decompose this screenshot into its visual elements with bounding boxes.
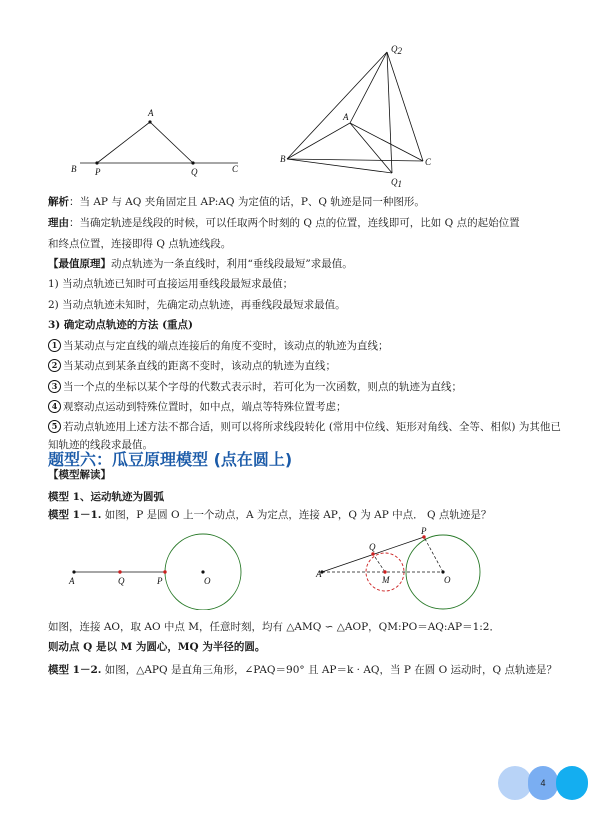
proof-line: 如图，连接 AO，取 AO 中点 M，任意时刻，均有 △AMQ ∽ △AOP，QM:PO＝AQ:AP＝1:2． [48, 621, 500, 633]
label-q3: Q [118, 576, 125, 586]
segment-b-a [287, 123, 350, 159]
jiexi-label: 解析 [48, 196, 69, 208]
segment-q2-q1 [387, 52, 392, 173]
label-p4: P [421, 526, 427, 536]
item-1: 1) 当动点轨迹已知时可直接运用垂线段最短求最值； [48, 278, 294, 290]
model-read: 【模型解读】 [48, 469, 111, 481]
segment-o-p [424, 537, 443, 572]
liyou-text: ：当确定轨迹是线段的时候，可以任取两个时刻的 Q 点的位置，连线即可，比如 Q 点的起始位置 [69, 217, 520, 229]
label-a3: A [69, 576, 75, 586]
method-4 [48, 400, 347, 414]
circled-number-1: 1 [48, 339, 61, 352]
label-q4: Q [369, 542, 376, 552]
point-o3 [201, 570, 204, 573]
segment-a-q1 [350, 123, 392, 173]
figure-triangle-apq [60, 100, 250, 190]
method-2-text: 当某动点到某条直线的距离不变时，该动点的轨迹为直线； [63, 360, 336, 372]
label-c: C [232, 164, 239, 174]
segment-b-c [287, 159, 423, 161]
method-5-text: 若动点轨迹用上述方法不都合适，则可以将所求线段转化 (常用中位线、矩形对角线、全等、相似) 为其他已 [63, 421, 561, 433]
model-1-2 [48, 663, 557, 677]
circled-number-4: 4 [48, 400, 61, 413]
label-m4: M [382, 575, 390, 585]
jiexi-line [48, 195, 425, 209]
pager-bubble-left [498, 766, 532, 800]
label-p: P [95, 167, 101, 177]
circled-number-5: 5 [48, 420, 61, 433]
method-5-continued: 知轨迹的线段求最值。 [48, 439, 153, 451]
jiexi-text: ：当 AP 与 AQ 夹角固定且 AP:AQ 为定值的话，P、Q 轨迹是同一种图形。 [69, 196, 425, 208]
point-a [148, 120, 151, 123]
model-1-1 [48, 508, 491, 522]
segment-a-q2 [350, 52, 387, 123]
model-1-title: 模型 1、运动轨迹为圆弧 [48, 491, 164, 503]
label-b2: B [280, 154, 286, 164]
liyou-line [48, 216, 520, 230]
zuizhi-label: 【最值原理】 [48, 258, 111, 270]
method-3 [48, 380, 462, 394]
label-q: Q [191, 167, 198, 177]
point-m4 [383, 570, 386, 573]
label-q2: Q2 [391, 44, 402, 56]
conclusion-line: 则动点 Q 是以 M 为圆心，MQ 为半径的圆。 [48, 641, 266, 653]
method-5 [48, 420, 561, 434]
zuizhi-text: 动点轨迹为一条直线时，利用“垂线段最短”求最值。 [111, 258, 353, 270]
method-4-text: 观察动点运动到特殊位置时，如中点，端点等特殊位置考虑； [63, 401, 347, 413]
method-1 [48, 339, 389, 353]
point-o4 [441, 570, 444, 573]
label-a4: A [316, 569, 322, 579]
label-q1: Q1 [391, 177, 402, 189]
section-heading: 题型六：瓜豆原理模型 (点在圆上) [48, 450, 293, 469]
pager-bubble-right [556, 766, 588, 800]
circled-number-3: 3 [48, 380, 61, 393]
liyou-line-2: 和终点位置，连接即得 Q 点轨迹线段。 [48, 238, 232, 250]
label-c2: C [425, 157, 432, 167]
liyou-label: 理由 [48, 217, 69, 229]
point-a3 [72, 570, 75, 573]
label-b: B [71, 164, 77, 174]
segment-m-q [373, 554, 385, 572]
point-p3 [163, 570, 166, 573]
page-number: 4 [528, 766, 558, 800]
item-2: 2) 当动点轨迹未知时，先确定动点轨迹，再垂线段最短求最值。 [48, 299, 346, 311]
model-1-1-text: 如图，P 是圆 O 上一个动点，A 为定点，连接 AP，Q 为 AP 中点． Q 点轨迹是？ [101, 509, 492, 521]
segment-b-q1 [287, 159, 392, 173]
label-a2: A [343, 112, 349, 122]
method-title: 3) 确定动点轨迹的方法 (重点) [48, 319, 194, 331]
segment-b-q2 [287, 52, 387, 159]
label-a: A [148, 108, 154, 118]
figure-circle-midpoint [60, 530, 250, 610]
model-1-2-label: 模型 1－2. [48, 664, 102, 676]
circled-number-2: 2 [48, 359, 61, 372]
point-q4 [371, 552, 374, 555]
method-2 [48, 359, 336, 373]
point-q3 [118, 570, 121, 573]
zuizhi-line [48, 257, 353, 271]
figure-circle-locus [310, 525, 490, 610]
segment-aq [150, 122, 193, 163]
label-o4: O [444, 575, 451, 585]
point-q [191, 161, 194, 164]
label-o3: O [204, 576, 211, 586]
model-1-1-label: 模型 1－1. [48, 509, 102, 521]
model-1-2-text: 如图，△APQ 是直角三角形，∠PAQ＝90° 且 AP＝k · AQ，当 P 在圆 O 运动时，Q 点轨迹是？ [101, 664, 558, 676]
method-3-text: 当一个点的坐标以某个字母的代数式表示时，若可化为一次函数，则点的轨迹为直线； [63, 381, 462, 393]
point-p [95, 161, 98, 164]
label-p3: P [157, 576, 163, 586]
segment-ap [97, 122, 150, 163]
method-1-text: 当某动点与定直线的端点连接后的角度不变时，该动点的轨迹为直线； [63, 340, 389, 352]
figure-q1-q2 [278, 40, 448, 190]
